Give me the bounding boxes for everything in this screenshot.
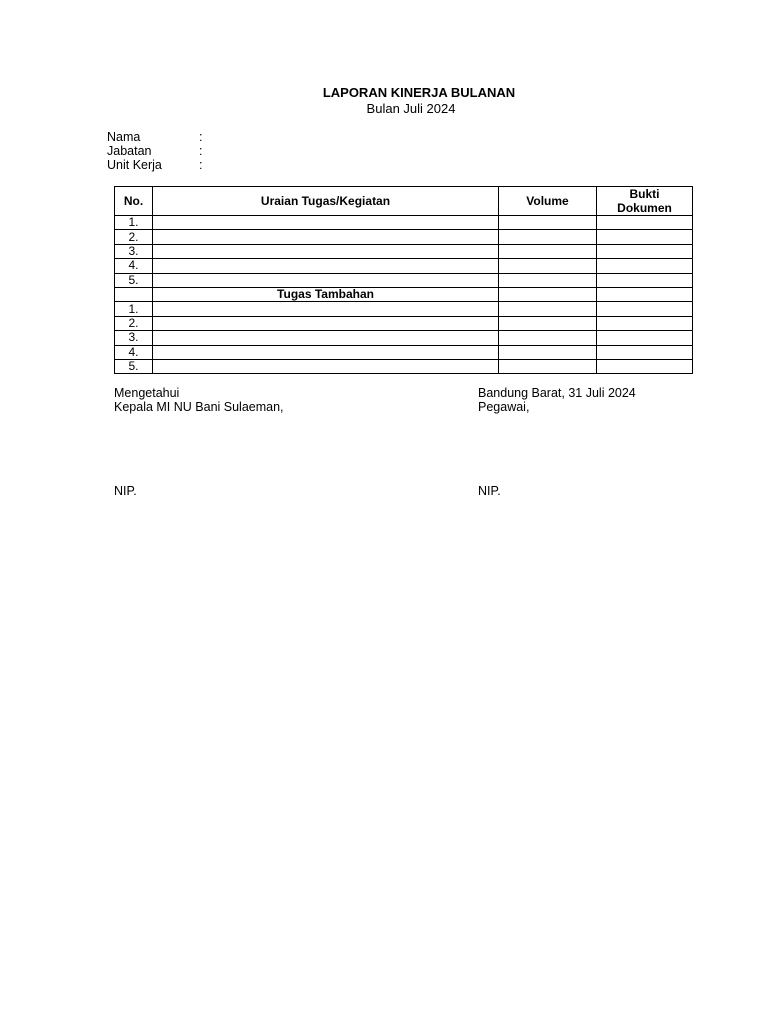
report-subtitle: Bulan Juli 2024 bbox=[366, 101, 456, 116]
row-uraian bbox=[153, 302, 499, 316]
row-number: 5. bbox=[115, 359, 153, 373]
header-bukti-line2: Dokumen bbox=[617, 201, 672, 215]
row-number bbox=[115, 287, 153, 301]
table-row bbox=[115, 259, 693, 273]
row-bukti bbox=[597, 230, 693, 244]
row-volume bbox=[499, 287, 597, 301]
table-row bbox=[115, 345, 693, 359]
row-bukti bbox=[597, 273, 693, 287]
row-uraian bbox=[153, 359, 499, 373]
report-title: LAPORAN KINERJA BULANAN bbox=[322, 85, 516, 100]
field-nama bbox=[107, 130, 202, 144]
row-number: 2. bbox=[115, 316, 153, 330]
table-row bbox=[115, 273, 693, 287]
signature-left bbox=[114, 386, 284, 414]
field-label: Unit Kerja bbox=[107, 158, 162, 172]
row-bukti bbox=[597, 259, 693, 273]
row-uraian bbox=[153, 331, 499, 345]
row-volume bbox=[499, 244, 597, 258]
header-uraian: Uraian Tugas/Kegiatan bbox=[153, 187, 499, 216]
field-jabatan bbox=[107, 144, 202, 158]
row-uraian bbox=[153, 244, 499, 258]
field-separator: : bbox=[199, 144, 203, 158]
row-bukti bbox=[597, 316, 693, 330]
signature-right bbox=[478, 386, 636, 414]
row-number: 5. bbox=[115, 273, 153, 287]
table-row bbox=[115, 244, 693, 258]
row-number: 2. bbox=[115, 230, 153, 244]
row-number: 1. bbox=[115, 302, 153, 316]
row-bukti bbox=[597, 287, 693, 301]
field-separator: : bbox=[199, 130, 203, 144]
row-volume bbox=[499, 230, 597, 244]
row-uraian bbox=[153, 216, 499, 230]
row-volume bbox=[499, 331, 597, 345]
row-number: 3. bbox=[115, 331, 153, 345]
section-label: Tugas Tambahan bbox=[153, 287, 499, 301]
row-uraian bbox=[153, 259, 499, 273]
row-bukti bbox=[597, 359, 693, 373]
table-body bbox=[115, 216, 693, 374]
table-row bbox=[115, 302, 693, 316]
header-no: No. bbox=[115, 187, 153, 216]
nip-left: NIP. bbox=[114, 484, 137, 498]
header-volume: Volume bbox=[499, 187, 597, 216]
sig-left-line2: Kepala MI NU Bani Sulaeman, bbox=[114, 400, 284, 414]
table-row bbox=[115, 359, 693, 373]
field-label: Jabatan bbox=[107, 144, 152, 158]
task-table bbox=[114, 186, 693, 374]
table-row bbox=[115, 230, 693, 244]
table-row bbox=[115, 316, 693, 330]
row-uraian bbox=[153, 273, 499, 287]
row-volume bbox=[499, 345, 597, 359]
row-volume bbox=[499, 302, 597, 316]
row-uraian bbox=[153, 230, 499, 244]
row-bukti bbox=[597, 244, 693, 258]
row-volume bbox=[499, 216, 597, 230]
row-volume bbox=[499, 359, 597, 373]
row-volume bbox=[499, 259, 597, 273]
row-bukti bbox=[597, 345, 693, 359]
sig-right-line1: Bandung Barat, 31 Juli 2024 bbox=[478, 386, 636, 400]
field-separator: : bbox=[199, 158, 203, 172]
table-row bbox=[115, 216, 693, 230]
row-number: 1. bbox=[115, 216, 153, 230]
row-uraian bbox=[153, 345, 499, 359]
row-volume bbox=[499, 316, 597, 330]
identity-fields bbox=[107, 130, 202, 172]
row-bukti bbox=[597, 331, 693, 345]
field-label: Nama bbox=[107, 130, 141, 144]
table-header-row bbox=[115, 187, 693, 216]
sig-right-line2: Pegawai, bbox=[478, 400, 530, 414]
section-row bbox=[115, 287, 693, 301]
header-bukti-line1: Bukti bbox=[629, 187, 660, 201]
row-number: 4. bbox=[115, 259, 153, 273]
row-bukti bbox=[597, 302, 693, 316]
row-uraian bbox=[153, 316, 499, 330]
row-volume bbox=[499, 273, 597, 287]
row-number: 4. bbox=[115, 345, 153, 359]
row-bukti bbox=[597, 216, 693, 230]
field-unit-kerja bbox=[107, 158, 202, 172]
sig-left-line1: Mengetahui bbox=[114, 386, 180, 400]
nip-right: NIP. bbox=[478, 484, 501, 498]
row-number: 3. bbox=[115, 244, 153, 258]
header-bukti bbox=[597, 187, 693, 216]
table-row bbox=[115, 331, 693, 345]
